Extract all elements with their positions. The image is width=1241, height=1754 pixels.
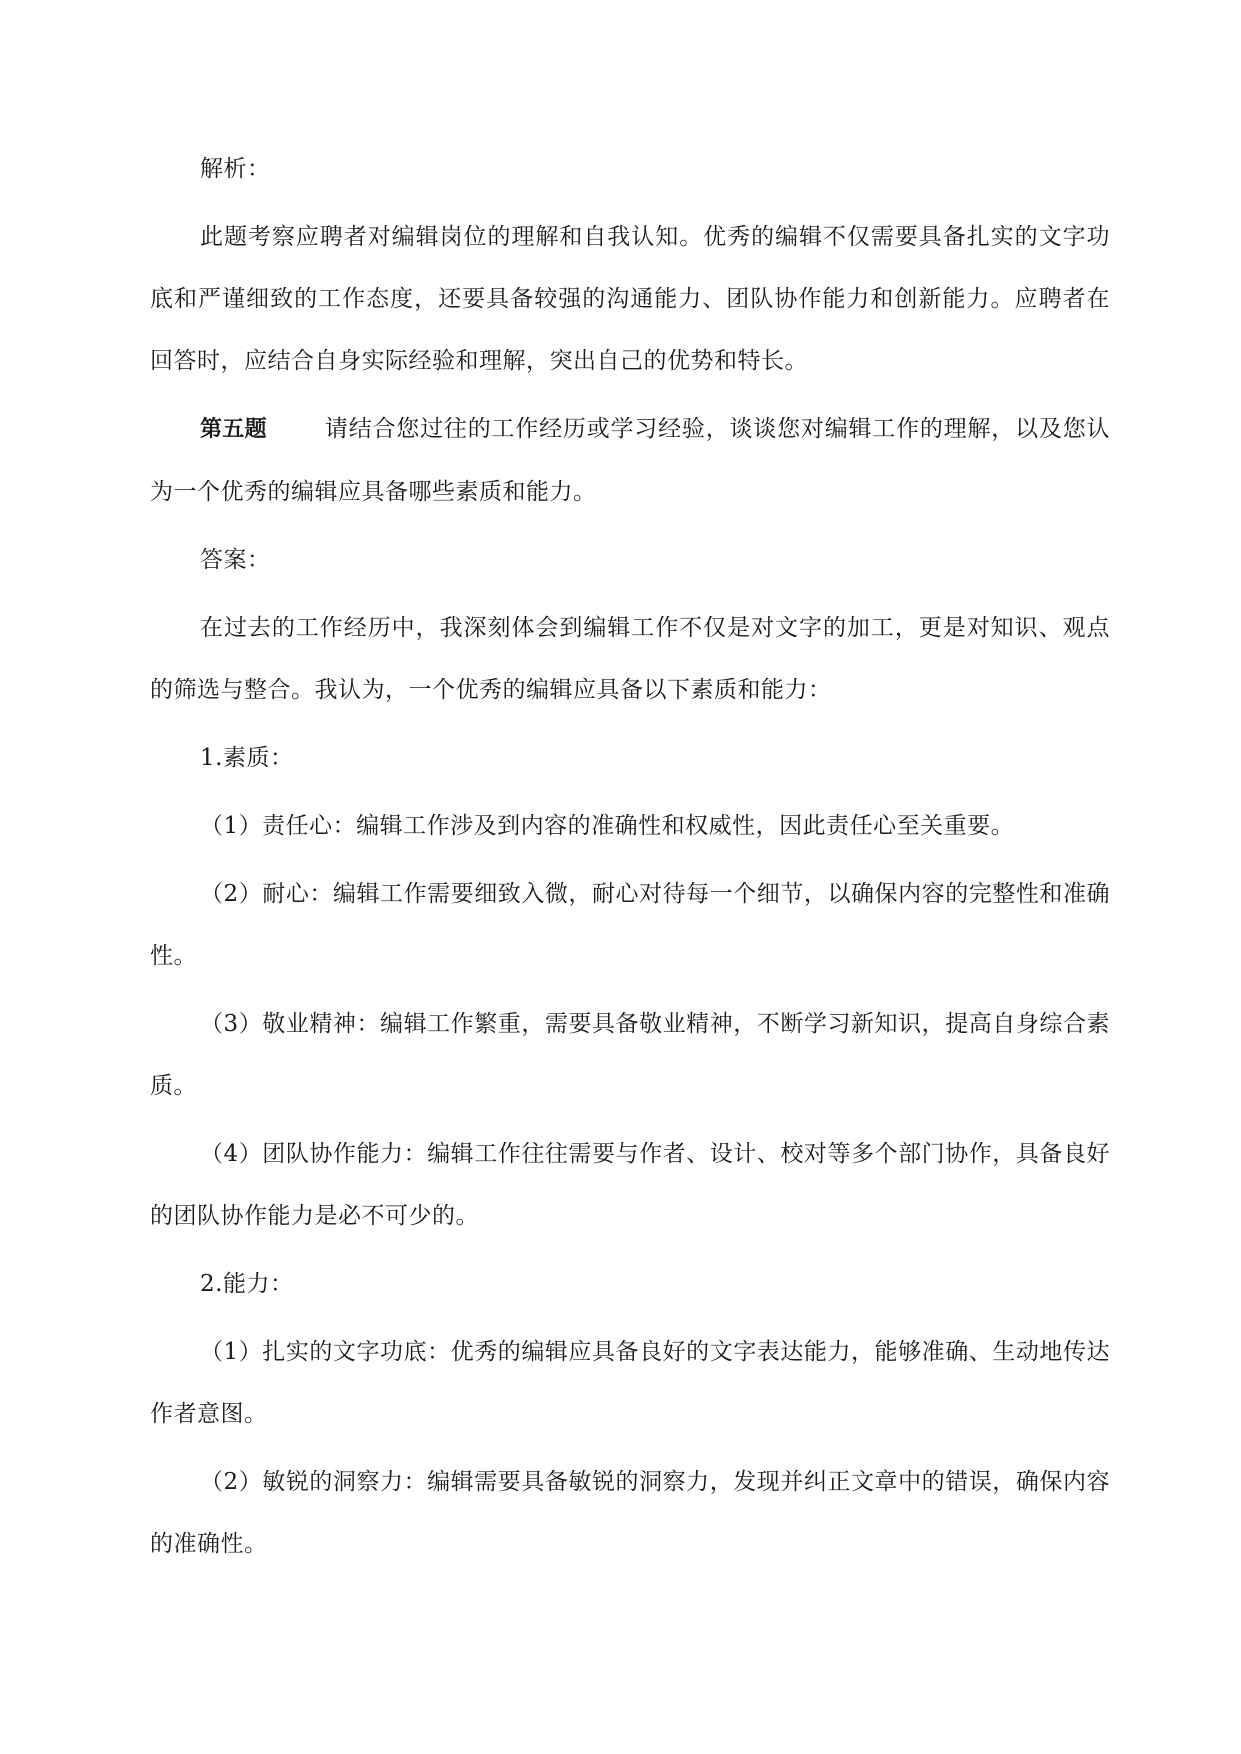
analysis-paragraph: 此题考察应聘者对编辑岗位的理解和自我认知。优秀的编辑不仅需要具备扎实的文字功底和严谨细致的工作态度，还要具备较强的沟通能力、团队协作能力和创新能力。应聘者在回答时，应结合自身实际经验和理解，突出自己的优势和特长。 (150, 224, 1110, 374)
question-title: 第五题 (200, 417, 267, 442)
quality-item: （2）耐心：编辑工作需要细致入微，耐心对待每一个细节，以确保内容的完整性和准确性。 (150, 881, 1110, 969)
question-text: 请结合您过往的工作经历或学习经验，谈谈您对编辑工作的理解，以及您认为一个优秀的编辑应具备哪些素质和能力。 (150, 416, 1110, 505)
quality-item: （1）责任心：编辑工作涉及到内容的准确性和权威性，因此责任心至关重要。 (200, 813, 1015, 839)
document-body (150, 138, 1110, 1581)
question-paragraph (150, 398, 1110, 523)
section-title-qualities: 1.素质： (200, 745, 294, 771)
section-title-abilities: 2.能力： (200, 1271, 294, 1297)
analysis-label: 解析： (200, 156, 271, 182)
quality-item: （4）团队协作能力：编辑工作往往需要与作者、设计、校对等多个部门协作，具备良好的团队协作能力是必不可少的。 (150, 1141, 1110, 1229)
answer-intro: 在过去的工作经历中，我深刻体会到编辑工作不仅是对文字的加工，更是对知识、观点的筛选与整合。我认为，一个优秀的编辑应具备以下素质和能力： (150, 615, 1110, 703)
quality-item: （3）敬业精神：编辑工作繁重，需要具备敬业精神，不断学习新知识，提高自身综合素质。 (150, 1011, 1110, 1099)
ability-item: （2）敏锐的洞察力：编辑需要具备敏锐的洞察力，发现并纠正文章中的错误，确保内容的准确性。 (150, 1469, 1110, 1557)
answer-label: 答案： (200, 547, 271, 573)
ability-item: （1）扎实的文字功底：优秀的编辑应具备良好的文字表达能力，能够准确、生动地传达作者意图。 (150, 1339, 1110, 1427)
